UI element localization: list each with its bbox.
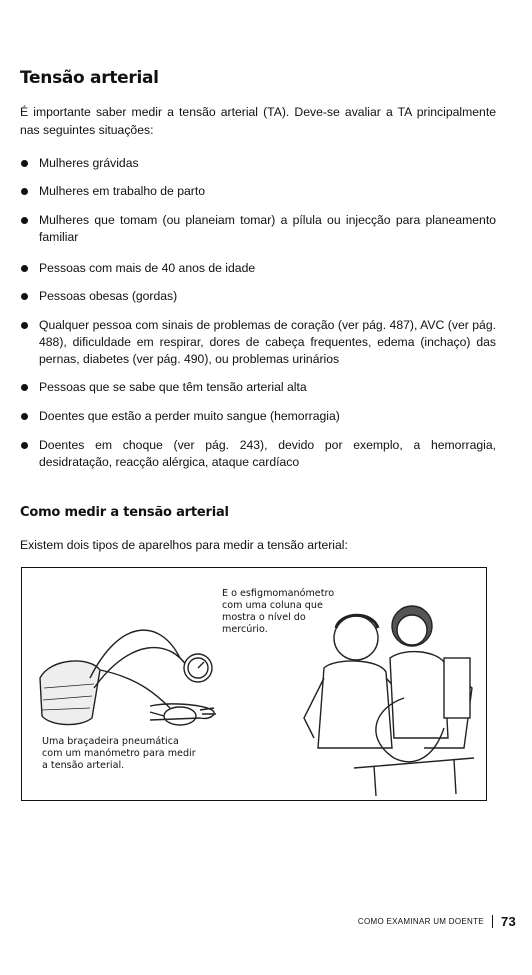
list-item: Mulheres grávidas xyxy=(20,155,496,172)
bullet-icon xyxy=(21,384,28,391)
section-title: Tensão arterial xyxy=(20,68,159,88)
caption-cuff: Uma braçadeira pneumática com um manómetro para medir a tensão arterial. xyxy=(42,736,196,771)
list-item: Pessoas que se sabe que têm tensão arterial alta xyxy=(20,379,496,396)
running-footer: COMO EXAMINAR UM DOENTE xyxy=(357,917,484,926)
page-number: 73 xyxy=(500,914,516,929)
illustration-box xyxy=(21,567,487,801)
subsection-title: Como medir a tensão arterial xyxy=(20,505,229,520)
intro-paragraph: É importante saber medir a tensão arterial (TA). Deve-se avaliar a TA principalmente nas seguintes situações: xyxy=(20,105,496,137)
list-item: Qualquer pessoa com sinais de problemas de coração (ver pág. 487), AVC (ver pág. 488), dificuldade em respirar, dores de cabeça frequentes, edema (inchaço) das pernas, diabetes (ver pág. 490), ou problemas urinários xyxy=(20,317,496,368)
caption-mercury: E o esfigmomanómetro com uma coluna que mostra o nível do mercúrio. xyxy=(222,588,335,635)
list-item: Pessoas obesas (gordas) xyxy=(20,288,496,305)
devices-intro: Existem dois tipos de aparelhos para medir a tensão arterial: xyxy=(20,538,348,552)
list-item: Doentes que estão a perder muito sangue (hemorragia) xyxy=(20,408,496,425)
people-measuring-illustration xyxy=(294,598,484,798)
list-item: Mulheres que tomam (ou planeiam tomar) a pílula ou injecção para planeamento familiar xyxy=(20,212,496,246)
list-item: Doentes em choque (ver pág. 243), devido por exemplo, a hemorragia, desidratação, reacção alérgica, ataque cardíaco xyxy=(20,437,496,471)
bullet-icon xyxy=(21,188,28,195)
bullet-icon xyxy=(21,442,28,449)
page-footer xyxy=(358,914,516,929)
bullet-icon xyxy=(21,265,28,272)
list-item: Pessoas com mais de 40 anos de idade xyxy=(20,260,496,277)
list-item: Mulheres em trabalho de parto xyxy=(20,183,496,200)
bullet-icon xyxy=(21,322,28,329)
bullet-icon xyxy=(21,160,28,167)
bullet-icon xyxy=(21,217,28,224)
footer-divider xyxy=(492,915,493,928)
bullet-icon xyxy=(21,413,28,420)
bullet-icon xyxy=(21,293,28,300)
